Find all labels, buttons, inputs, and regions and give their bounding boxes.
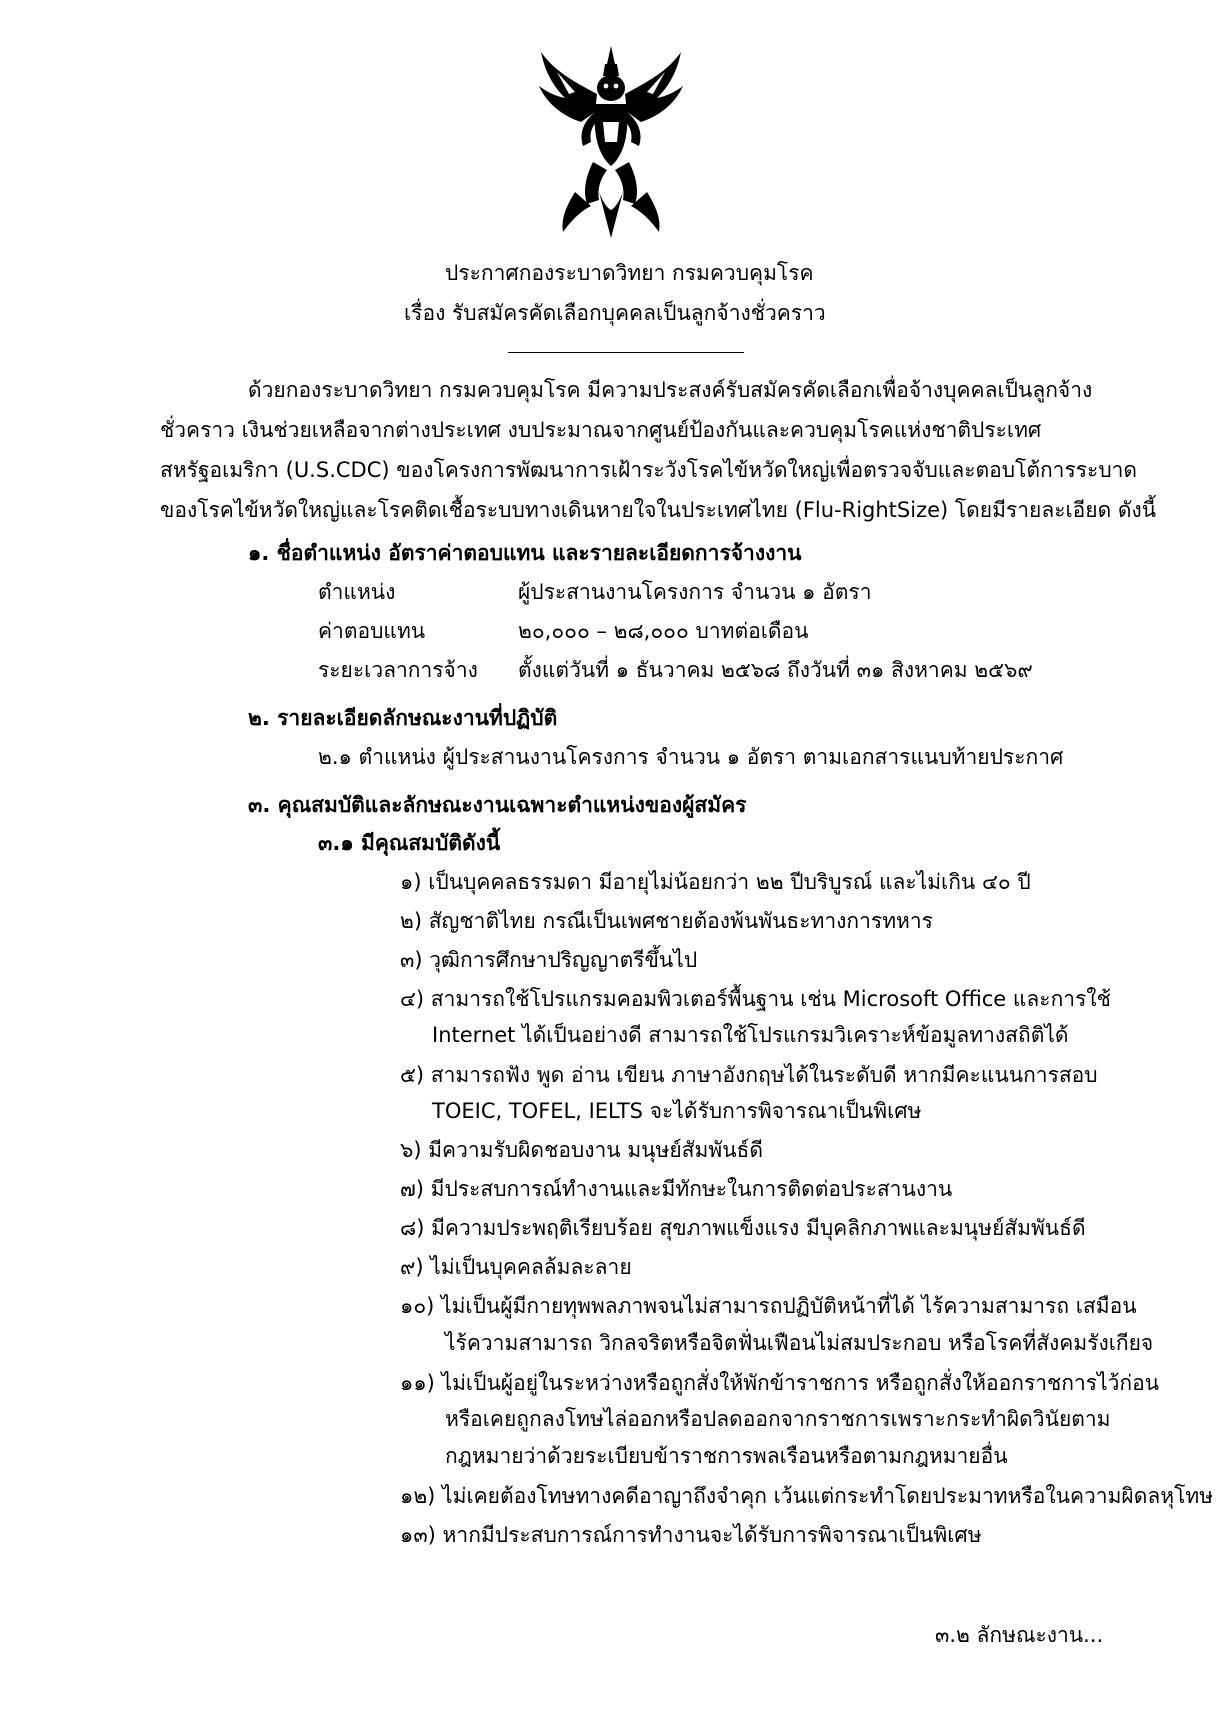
section-2-heading: ๒. รายละเอียดลักษณะงานที่ปฏิบัติ [248,706,558,730]
qualification-item: ๙) ไม่เป็นบุคคลล้มละลาย [400,1255,632,1279]
announcement-title: ประกาศกองระบาดวิทยา กรมควบคุมโรค [445,261,814,285]
section-2-item: ๒.๑ ตำแหน่ง ผู้ประสานงานโครงการ จำนวน ๑ อัตรา ตามเอกสารแนบท้ายประกาศ [318,745,1064,769]
qualification-item: ๒) สัญชาติไทย กรณีเป็นเพศชายต้องพ้นพันธะทางการทหาร [400,909,933,933]
intro-line-3: สหรัฐอเมริกา (U.S.CDC) ของโครงการพัฒนาการเฝ้าระวังโรคไข้หวัดใหญ่เพื่อตรวจจับและตอบโต้การระบาด [160,458,1138,482]
qualification-item: ๑๓) หากมีประสบการณ์การทำงานจะได้รับการพิจารณาเป็นพิเศษ [400,1523,982,1547]
section-3-1-heading: ๓.๑ มีคุณสมบัติดังนี้ [318,831,501,855]
qualification-item-continued: ไร้ความสามารถ วิกลจริตหรือจิตฟั่นเฟือนไม่สมประกอบ หรือโรคที่สังคมรังเกียจ [445,1331,1154,1355]
period-row [318,655,1033,685]
qualification-item: ๑) เป็นบุคคลธรรมดา มีอายุไม่น้อยกว่า ๒๒ ปีบริบูรณ์ และไม่เกิน ๔๐ ปี [400,870,1031,894]
position-value: ผู้ประสานงานโครงการ จำนวน ๑ อัตรา [518,580,872,604]
title-divider [508,352,744,353]
intro-line-2: ชั่วคราว เงินช่วยเหลือจากต่างประเทศ งบประมาณจากศูนย์ป้องกันและควบคุมโรคแห่งชาติประเทศ [160,418,1042,442]
qualification-item: ๑๐) ไม่เป็นผู้มีกายทุพพลภาพจนไม่สามารถปฏิบัติหน้าที่ได้ ไร้ความสามารถ เสมือน [400,1294,1137,1318]
intro-line-1: ด้วยกองระบาดวิทยา กรมควบคุมโรค มีความประสงค์รับสมัครคัดเลือกเพื่อจ้างบุคคลเป็นลูกจ้าง [248,378,1093,402]
salary-row [318,616,808,646]
garuda-emblem-icon [535,42,687,242]
salary-value: ๒๐,๐๐๐ – ๒๘,๐๐๐ บาทต่อเดือน [518,619,809,643]
qualification-item: ๕) สามารถฟัง พูด อ่าน เขียน ภาษาอังกฤษได้ในระดับดี หากมีคะแนนการสอบ [400,1063,1098,1087]
position-row [318,577,871,607]
qualification-item: ๗) มีประสบการณ์ทำงานและมีทักษะในการติดต่อประสานงาน [400,1177,953,1201]
position-label: ตำแหน่ง [318,580,396,604]
page-continuation: ๓.๒ ลักษณะงาน... [935,1623,1104,1647]
announcement-subject: เรื่อง รับสมัครคัดเลือกบุคคลเป็นลูกจ้างชั่วคราว [404,301,826,325]
qualification-item-continued: หรือเคยถูกลงโทษไล่ออกหรือปลดออกจากราชการเพราะกระทำผิดวินัยตาม [445,1407,1111,1431]
period-label: ระยะเวลาการจ้าง [318,658,478,682]
intro-line-4: ของโรคไข้หวัดใหญ่และโรคติดเชื้อระบบทางเดินหายใจในประเทศไทย (Flu-RightSize) โดยมีรายละเอียด ดังนี้ [160,498,1157,522]
section-1-heading: ๑. ชื่อตำแหน่ง อัตราค่าตอบแทน และรายละเอียดการจ้างงาน [248,541,802,565]
salary-label: ค่าตอบแทน [318,619,426,643]
qualification-item: ๔) สามารถใช้โปรแกรมคอมพิวเตอร์พื้นฐาน เช่น Microsoft Office และการใช้ [400,987,1111,1011]
qualification-item-continued: TOEIC, TOFEL, IELTS จะได้รับการพิจารณาเป็นพิเศษ [432,1099,922,1123]
qualification-item-continued: กฎหมายว่าด้วยระเบียบข้าราชการพลเรือนหรือตามกฎหมายอื่น [445,1444,1008,1468]
period-value: ตั้งแต่วันที่ ๑ ธันวาคม ๒๕๖๘ ถึงวันที่ ๓๑ สิงหาคม ๒๕๖๙ [518,658,1033,682]
qualification-item-continued: Internet ได้เป็นอย่างดี สามารถใช้โปรแกรมวิเคราะห์ข้อมูลทางสถิติได้ [432,1023,1069,1047]
qualification-item: ๓) วุฒิการศึกษาปริญญาตรีขึ้นไป [400,948,698,972]
section-3-heading: ๓. คุณสมบัติและลักษณะงานเฉพาะตำแหน่งของผู้สมัคร [248,793,747,817]
qualification-item: ๘) มีความประพฤติเรียบร้อย สุขภาพแข็งแรง มีบุคลิกภาพและมนุษย์สัมพันธ์ดี [400,1216,1086,1240]
qualification-item: ๑๑) ไม่เป็นผู้อยู่ในระหว่างหรือถูกสั่งให้พักข้าราชการ หรือถูกสั่งให้ออกราชการไว้ก่อน [400,1371,1160,1395]
qualification-item: ๑๒) ไม่เคยต้องโทษทางคดีอาญาถึงจำคุก เว้นแต่กระทำโดยประมาทหรือในความผิดลหุโทษ [400,1484,1214,1508]
qualification-item: ๖) มีความรับผิดชอบงาน มนุษย์สัมพันธ์ดี [400,1138,763,1162]
